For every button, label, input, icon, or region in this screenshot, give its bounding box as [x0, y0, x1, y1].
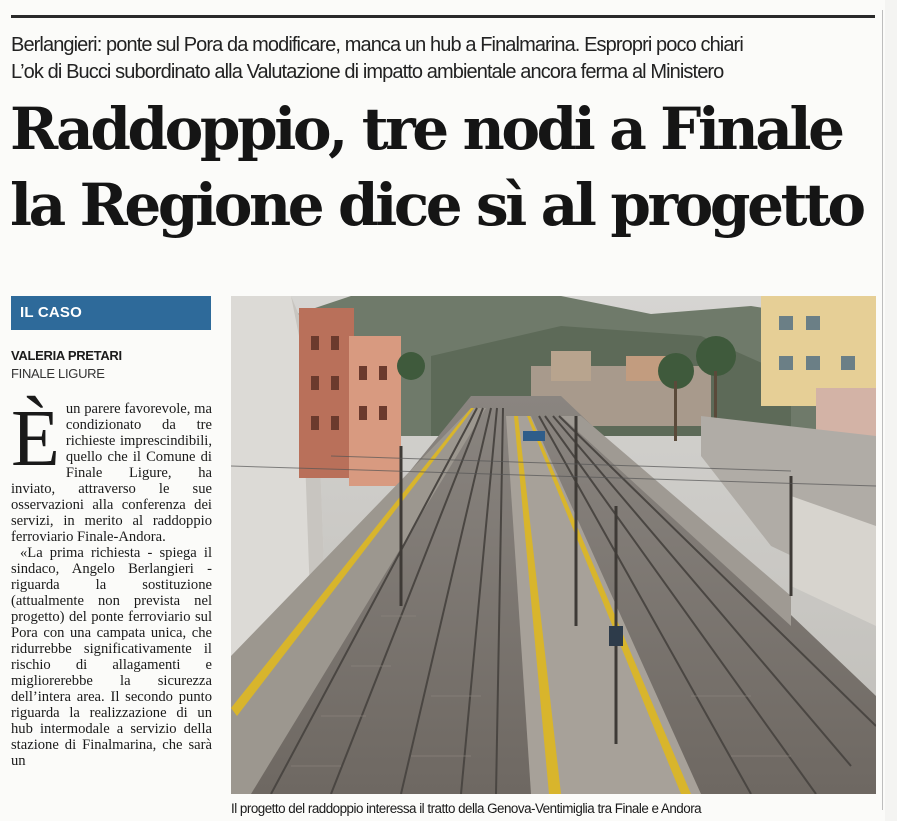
headline-line-2: la Regione dice sì al progetto [10, 171, 863, 239]
adjacent-column-edge [885, 0, 897, 821]
article-paragraph-1 [11, 395, 212, 545]
drop-cap: È [11, 395, 60, 483]
photo-illustration [231, 296, 876, 794]
article-body [11, 395, 212, 769]
kicker-line-2: L’ok di Bucci subordinato alla Valutazione di impatto ambientale ancora ferma al Ministero [11, 61, 724, 83]
section-tag: IL CASO [11, 296, 211, 330]
byline-author: VALERIA PRETARI [11, 348, 122, 363]
photo-caption: Il progetto del raddoppio interessa il tratto della Genova-Ventimiglia tra Finale e Andora [231, 801, 702, 816]
railway-station-photo [231, 296, 876, 794]
byline-location: FINALE LIGURE [11, 366, 105, 381]
top-rule [11, 15, 875, 18]
kicker-line-1: Berlangieri: ponte sul Pora da modificare, manca un hub a Finalmarina. Espropri poco chiari [11, 34, 743, 56]
paragraph-1-text: un parere favorevole, ma condizionato da tre richieste imprescindibili, quello che il Comune di Finale Ligure, ha inviato, attraverso le sue osservazioni alla conferenza dei servizi, in merito al raddoppio ferroviario Finale-Andora. [11, 401, 212, 545]
headline-line-1: Raddoppio, tre nodi a Finale [10, 95, 842, 163]
article-paragraph-2: «La prima richiesta - spiega il sindaco, Angelo Berlangieri - riguarda la sostituzione (attualmente non prevista nel progetto) del ponte ferroviario sul Pora con una campata unica, che ridurrebbe significativamente il rischio di allagamenti e migliorerebbe la sicurezza dell’intera area. Il secondo punto riguarda la realizzazione di un hub intermodale a servizio della stazione di Finalmarina, che sarà un [11, 545, 212, 769]
column-rule [882, 10, 883, 810]
